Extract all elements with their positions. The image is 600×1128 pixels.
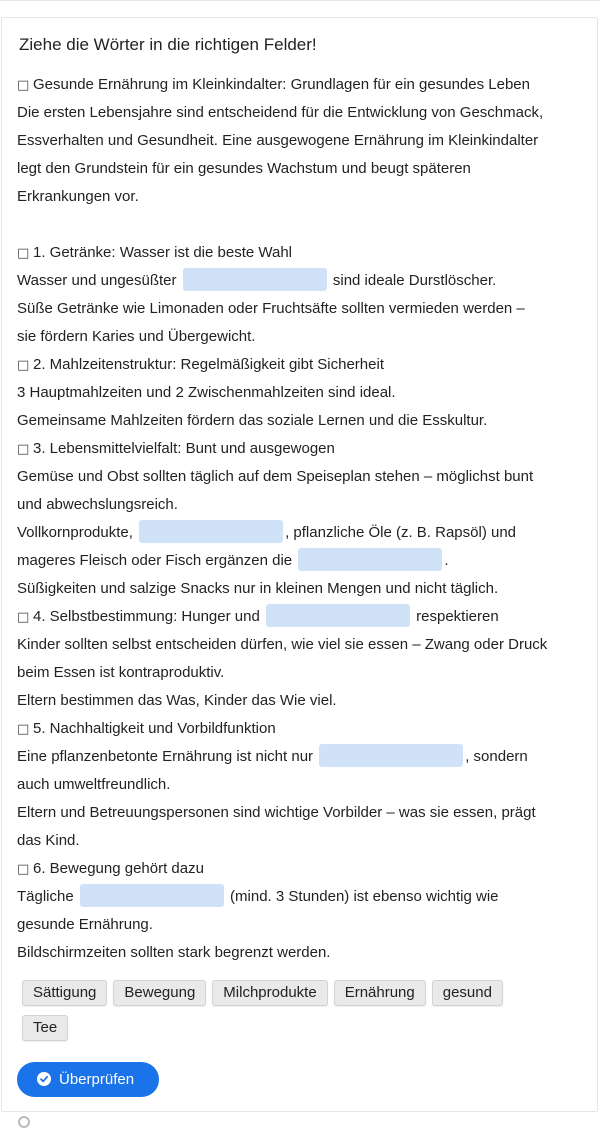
word-chip[interactable]: Ernährung bbox=[334, 980, 426, 1006]
text-line: gesunde Ernährung. bbox=[17, 916, 153, 933]
word-chip[interactable]: Tee bbox=[22, 1015, 68, 1041]
drop-zone-5[interactable] bbox=[319, 744, 463, 767]
page-title: Ziehe die Wörter in die richtigen Felder! bbox=[19, 35, 317, 54]
text-line: mageres Fleisch oder Fisch ergänzen die . bbox=[17, 547, 592, 575]
text-line: das Kind. bbox=[17, 832, 80, 849]
section-1-heading: □ 1. Getränke: Wasser ist die beste Wahl bbox=[17, 239, 592, 267]
text-line: Wasser und ungesüßter sind ideale Durstlöscher. bbox=[17, 267, 592, 295]
top-divider bbox=[0, 0, 600, 1]
placeholder-glyph-icon: □ bbox=[17, 722, 30, 737]
section-2-heading: □ 2. Mahlzeitenstruktur: Regelmäßigkeit gibt Sicherheit bbox=[17, 351, 592, 379]
drop-zone-2[interactable] bbox=[139, 520, 283, 543]
loading-indicator-icon bbox=[18, 1116, 30, 1128]
drop-zone-4[interactable] bbox=[266, 604, 410, 627]
word-chip[interactable]: Bewegung bbox=[113, 980, 206, 1006]
check-button[interactable] bbox=[17, 1062, 159, 1097]
blank-line bbox=[17, 211, 592, 239]
text-line: Eltern bestimmen das Was, Kinder das Wie viel. bbox=[17, 692, 337, 709]
text-line: legt den Grundstein für ein gesundes Wachstum und beugt späteren bbox=[17, 160, 471, 177]
word-bank bbox=[22, 980, 582, 1050]
text-line: Tägliche (mind. 3 Stunden) ist ebenso wichtig wie bbox=[17, 883, 592, 911]
placeholder-glyph-icon: □ bbox=[17, 610, 30, 625]
check-circle-icon bbox=[37, 1072, 51, 1086]
text-line: Süßigkeiten und salzige Snacks nur in kleinen Mengen und nicht täglich. bbox=[17, 580, 499, 597]
placeholder-glyph-icon: □ bbox=[17, 358, 30, 373]
text-line: Gemüse und Obst sollten täglich auf dem Speiseplan stehen – möglichst bunt bbox=[17, 468, 534, 485]
text-line: auch umweltfreundlich. bbox=[17, 776, 171, 793]
placeholder-glyph-icon: □ bbox=[17, 862, 30, 877]
section-4-heading: □ 4. Selbstbestimmung: Hunger und respektieren bbox=[17, 603, 592, 631]
section-3-heading: □ 3. Lebensmittelvielfalt: Bunt und ausgewogen bbox=[17, 435, 592, 463]
word-chip[interactable]: gesund bbox=[432, 980, 503, 1006]
drop-zone-3[interactable] bbox=[298, 548, 442, 571]
drop-zone-6[interactable] bbox=[80, 884, 224, 907]
section-6-heading: □ 6. Bewegung gehört dazu bbox=[17, 855, 592, 883]
word-chip[interactable]: Milchprodukte bbox=[212, 980, 327, 1006]
text-line: Vollkornprodukte, , pflanzliche Öle (z. B. Rapsöl) und bbox=[17, 519, 592, 547]
text-line: und abwechslungsreich. bbox=[17, 496, 178, 513]
drop-zone-1[interactable] bbox=[183, 268, 327, 291]
word-chip[interactable]: Sättigung bbox=[22, 980, 107, 1006]
check-button-label: Überprüfen bbox=[59, 1071, 135, 1088]
text-line: Eltern und Betreuungspersonen sind wichtige Vorbilder – was sie essen, prägt bbox=[17, 804, 536, 821]
text-line: 3 Hauptmahlzeiten und 2 Zwischenmahlzeiten sind ideal. bbox=[17, 384, 396, 401]
text-line: Kinder sollten selbst entscheiden dürfen, wie viel sie essen – Zwang oder Druck bbox=[17, 636, 548, 653]
exercise-text bbox=[17, 71, 592, 967]
section-5-heading: □ 5. Nachhaltigkeit und Vorbildfunktion bbox=[17, 715, 592, 743]
text-line: Bildschirmzeiten sollten stark begrenzt werden. bbox=[17, 944, 331, 961]
text-line: sie fördern Karies und Übergewicht. bbox=[17, 328, 256, 345]
text-line: Erkrankungen vor. bbox=[17, 188, 139, 205]
text-line: Die ersten Lebensjahre sind entscheidend für die Entwicklung von Geschmack, bbox=[17, 104, 544, 121]
text-line: Gemeinsame Mahlzeiten fördern das soziale Lernen und die Esskultur. bbox=[17, 412, 488, 429]
placeholder-glyph-icon: □ bbox=[17, 78, 30, 93]
text-line: Essverhalten und Gesundheit. Eine ausgewogene Ernährung im Kleinkindalter bbox=[17, 132, 539, 149]
placeholder-glyph-icon: □ bbox=[17, 442, 30, 457]
placeholder-glyph-icon: □ bbox=[17, 246, 30, 261]
text-line: Eine pflanzenbetonte Ernährung ist nicht nur , sondern bbox=[17, 743, 592, 771]
text-line: Süße Getränke wie Limonaden oder Fruchtsäfte sollten vermieden werden – bbox=[17, 300, 525, 317]
intro-heading-line: □ Gesunde Ernährung im Kleinkindalter: Grundlagen für ein gesundes Leben bbox=[17, 71, 592, 99]
text-line: beim Essen ist kontraproduktiv. bbox=[17, 664, 225, 681]
